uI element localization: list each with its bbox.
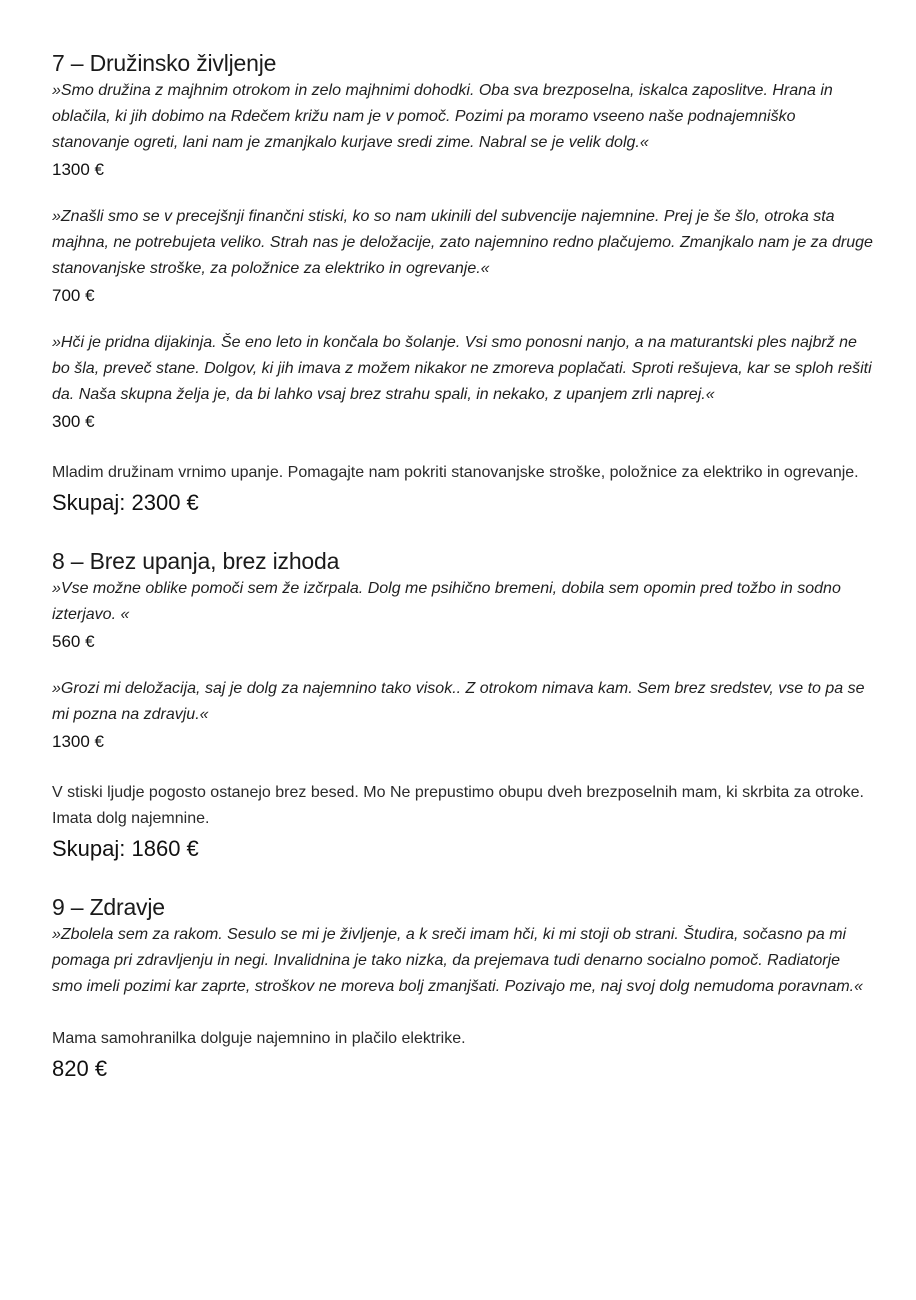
quote-text: »Vse možne oblike pomoči sem že izčrpala. Dolg me psihično bremeni, dobila sem opomin pred tožbo in sodno izterjavo. « — [52, 580, 841, 623]
quote-text: »Znašli smo se v precejšnji finančni stiski, ko so nam ukinili del subvencije najemnine. Prej je še šlo, otroka sta majhna, ne potrebujeta veliko. Strah nas je deložacije, zato najemnino redno plačujemo. Zmanjkalo nam je za druge stanovanjske stroške, za položnice za elektriko in ogrevanje.« — [52, 208, 873, 277]
section-total: 820 € — [52, 1056, 108, 1081]
section-total: Skupaj: 2300 € — [52, 490, 199, 515]
section-title: 7 – Družinsko življenje — [52, 50, 277, 76]
section-description: Mladim družinam vrnimo upanje. Pomagajte nam pokriti stanovanjske stroške, položnice za elektriko in ogrevanje. — [52, 464, 859, 481]
quote-amount: 300 € — [52, 412, 95, 431]
section-title: 8 – Brez upanja, brez izhoda — [52, 548, 340, 574]
section-7 — [52, 48, 874, 518]
quote-amount: 1300 € — [52, 732, 104, 751]
section-8 — [52, 546, 874, 864]
quote-text: »Zbolela sem za rakom. Sesulo se mi je življenje, a k sreči imam hči, ki mi stoji ob strani. Študira, sočasno pa mi pomaga pri zdravljenju in negi. Invalidnina je tako nizka, da prejemava tudi denarno socialno pomoč. Radiatorje smo imeli pozimi kar zaprte, stroškov ne moreva bolj zmanjšati. Pozivajo me, naj svoj dolg nemudoma poravnam.« — [52, 926, 864, 995]
quote-text: »Hči je pridna dijakinja. Še eno leto in končala bo šolanje. Vsi smo ponosni nanjo, a na maturantski ples najbrž ne bo šla, preveč stane. Dolgov, ki jih imava z možem nikakor ne zmoreva poplačati. Sproti rešujeva, kar se sploh rešiti da. Naša skupna želja je, da bi lahko vsaj brez strahu spali, in nekako, z upanjem zrli naprej.« — [52, 334, 872, 403]
section-title: 9 – Zdravje — [52, 894, 165, 920]
quote-amount: 1300 € — [52, 160, 104, 179]
quote-amount: 700 € — [52, 286, 95, 305]
quote-amount: 560 € — [52, 632, 95, 651]
section-description: Mama samohranilka dolguje najemnino in plačilo elektrike. — [52, 1030, 466, 1047]
section-9 — [52, 892, 874, 1084]
document-page — [52, 48, 874, 1084]
section-description: V stiski ljudje pogosto ostanejo brez besed. Mo Ne prepustimo obupu dveh brezposelnih mam, ki skrbita za otroke. Imata dolg najemnine. — [52, 784, 864, 827]
quote-text: »Grozi mi deložacija, saj je dolg za najemnino tako visok.. Z otrokom nimava kam. Sem brez sredstev, vse to pa se mi pozna na zdravju.« — [52, 680, 865, 723]
section-total: Skupaj: 1860 € — [52, 836, 199, 861]
quote-text: »Smo družina z majhnim otrokom in zelo majhnimi dohodki. Oba sva brezposelna, iskalca zaposlitve. Hrana in oblačila, ki jih dobimo na Rdečem križu nam je v pomoč. Pozimi pa moramo vseeno naše podnajemniško stanovanje ogreti, lani nam je zmanjkalo kurjave sredi zime. Nabral se je velik dolg.« — [52, 82, 833, 151]
